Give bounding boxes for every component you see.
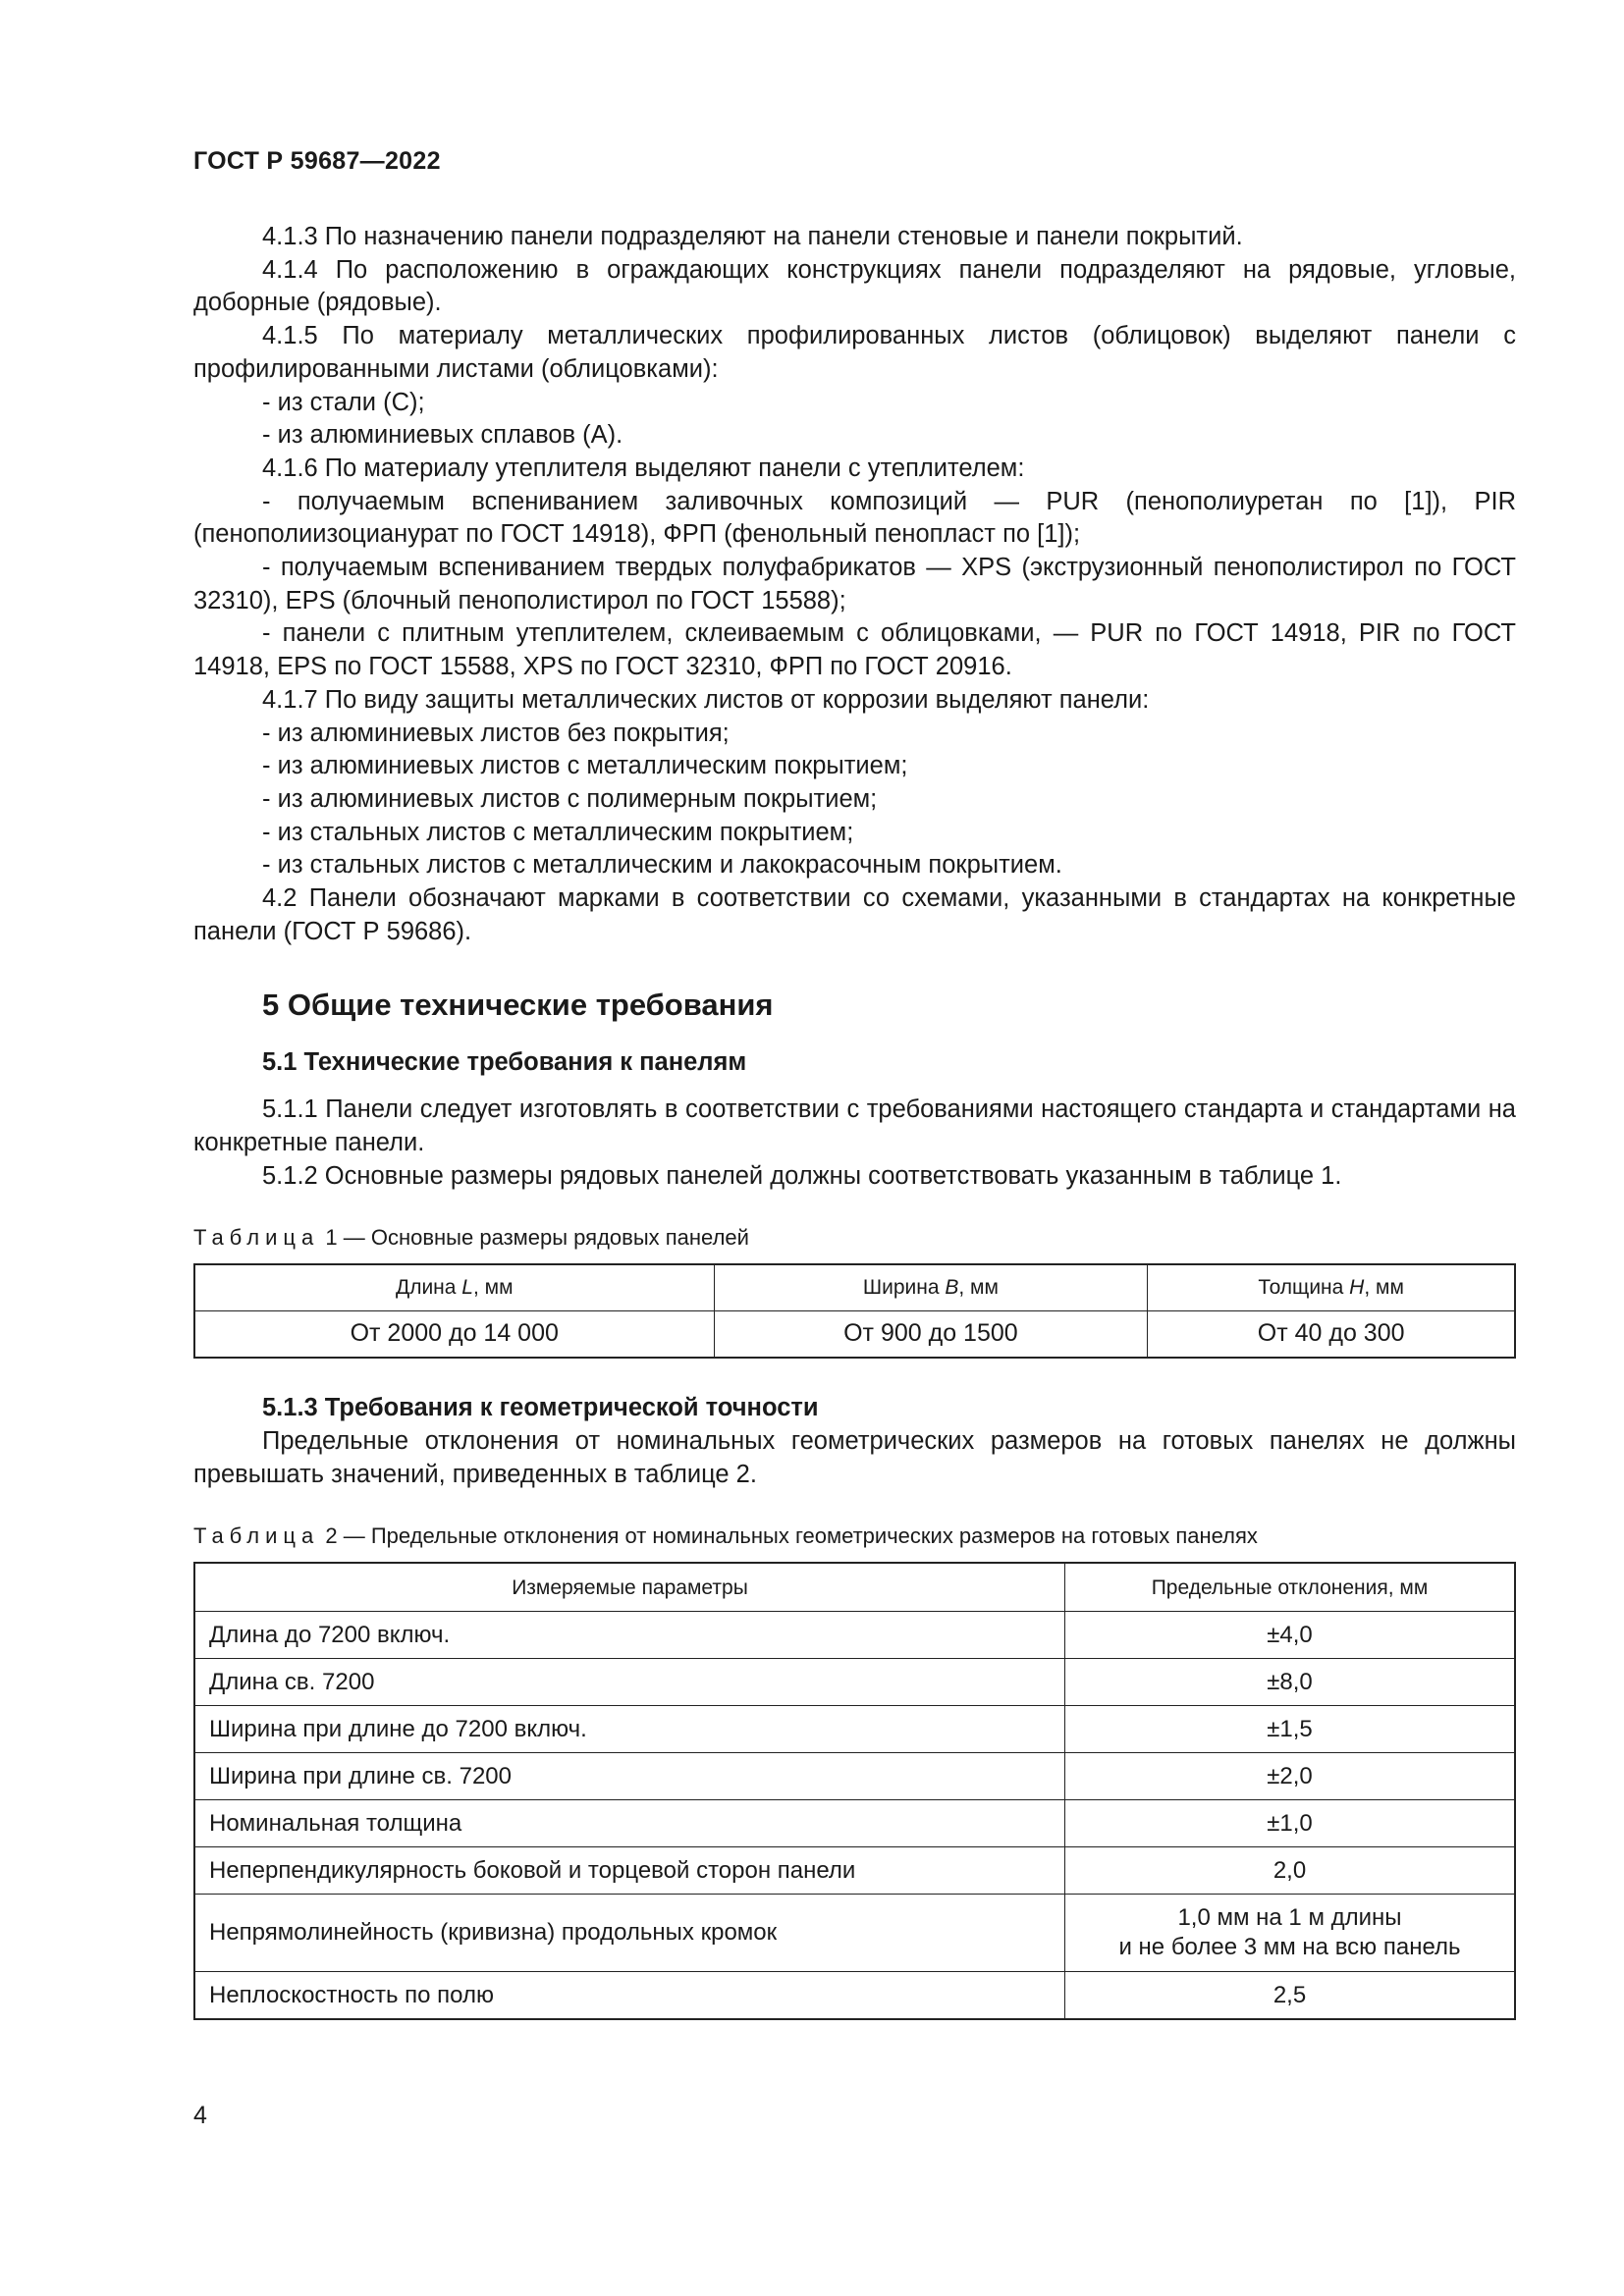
- table-cell-param: Номинальная толщина: [194, 1800, 1065, 1847]
- table-row: [194, 1847, 1515, 1895]
- table-cell-value-line: 1,0 мм на 1 м длины: [1177, 1904, 1402, 1932]
- page-number: 4: [193, 2102, 207, 2129]
- paragraph-4-1-6-b: - получаемым вспениванием твердых полуфабрикатов — XPS (экструзионный пенополистирол по ГОСТ 32310), EPS (блочный пенополистирол по ГОСТ 15588);: [193, 554, 1516, 614]
- table-header-thickness: Толщина H, мм: [1148, 1264, 1515, 1311]
- table-header-parameters: Измеряемые параметры: [194, 1563, 1065, 1612]
- table-1: [193, 1263, 1516, 1359]
- table-cell: От 900 до 1500: [714, 1311, 1148, 1359]
- paragraph-4-1-4: 4.1.4 По расположению в ограждающих конструкциях панели подразделяют на рядовые, угловые, доборные (рядовые).: [193, 255, 1516, 317]
- table-cell: От 2000 до 14 000: [194, 1311, 714, 1359]
- table-header-deviations: Предельные отклонения, мм: [1065, 1563, 1516, 1612]
- table-row: [194, 1706, 1515, 1753]
- table-cell-value: ±8,0: [1065, 1659, 1516, 1706]
- table-cell: От 40 до 300: [1148, 1311, 1515, 1359]
- paragraph-4-2: 4.2 Панели обозначают марками в соответствии со схемами, указанными в стандартах на конкретные панели (ГОСТ Р 59686).: [193, 884, 1516, 945]
- list-item: - из стальных листов с металлическим покрытием;: [262, 818, 854, 846]
- subsection-5-1-3-heading: 5.1.3 Требования к геометрической точности: [262, 1394, 819, 1422]
- document-body: [193, 221, 1516, 2020]
- document-code-header: ГОСТ Р 59687—2022: [193, 147, 441, 175]
- table-header-row: [194, 1563, 1515, 1612]
- list-item: - из алюминиевых листов с металлическим покрытием;: [262, 752, 908, 780]
- table-cell-param: Неплоскостность по полю: [194, 1972, 1065, 2020]
- table-cell-value: ±1,0: [1065, 1800, 1516, 1847]
- table-row: [194, 1612, 1515, 1659]
- table-row: [194, 1659, 1515, 1706]
- table-1-caption: [193, 1224, 1516, 1252]
- table-row: [194, 1753, 1515, 1800]
- table-caption-text: 1 — Основные размеры рядовых панелей: [325, 1225, 749, 1251]
- table-caption-word: Таблица: [193, 1523, 320, 1549]
- paragraph-4-1-6-a: - получаемым вспениванием заливочных композиций — PUR (пенополиуретан по [1]), PIR (пенополиизоцианурат по ГОСТ 14918), ФРП (фенольный пенопласт по [1]);: [193, 487, 1516, 549]
- table-caption-word: Таблица: [193, 1225, 320, 1251]
- list-item: - из алюминиевых сплавов (А).: [262, 421, 623, 450]
- list-item: - из стальных листов с металлическим и лакокрасочным покрытием.: [262, 851, 1062, 880]
- table-cell-param: Непрямолинейность (кривизна) продольных кромок: [194, 1895, 1065, 1972]
- table-cell-param: Длина до 7200 включ.: [194, 1612, 1065, 1659]
- table-cell-param: Неперпендикулярность боковой и торцевой сторон панели: [194, 1847, 1065, 1895]
- table-2: [193, 1562, 1516, 2020]
- table-header-width: Ширина B, мм: [714, 1264, 1148, 1311]
- table-cell-value-line: и не более 3 мм на всю панель: [1118, 1934, 1461, 1961]
- subsection-5-1-heading: 5.1 Технические требования к панелям: [262, 1048, 747, 1077]
- list-item: - из алюминиевых листов с полимерным покрытием;: [262, 784, 878, 813]
- table-cell-value: ±4,0: [1065, 1612, 1516, 1659]
- paragraph-4-1-6-c: - панели с плитным утеплителем, склеиваемым с облицовками, — PUR по ГОСТ 14918, PIR по ГОСТ 14918, EPS по ГОСТ 15588, XPS по ГОСТ 32310, ФРП по ГОСТ 20916.: [193, 619, 1516, 681]
- table-cell-value: ±2,0: [1065, 1753, 1516, 1800]
- paragraph-4-1-3: 4.1.3 По назначению панели подразделяют на панели стеновые и панели покрытий.: [262, 223, 1243, 250]
- table-cell-value: 2,0: [1065, 1847, 1516, 1895]
- table-row: [194, 1800, 1515, 1847]
- table-cell-value: [1065, 1895, 1516, 1972]
- table-header-length: Длина L, мм: [194, 1264, 714, 1311]
- table-header-row: [194, 1264, 1515, 1311]
- paragraph-5-1-2: 5.1.2 Основные размеры рядовых панелей должны соответствовать указанным в таблице 1.: [262, 1161, 1342, 1190]
- section-5-heading: 5 Общие технические требования: [262, 988, 774, 1023]
- paragraph-4-1-5: 4.1.5 По материалу металлических профилированных листов (облицовок) выделяют панели с профилированными листами (облицовками):: [193, 322, 1516, 383]
- table-cell-param: Длина св. 7200: [194, 1659, 1065, 1706]
- table-cell-param: Ширина при длине до 7200 включ.: [194, 1706, 1065, 1753]
- table-cell-value: 2,5: [1065, 1972, 1516, 2020]
- list-item: - из алюминиевых листов без покрытия;: [262, 719, 730, 747]
- table-row: [194, 1895, 1515, 1972]
- paragraph-4-1-6: 4.1.6 По материалу утеплителя выделяют панели с утеплителем:: [262, 454, 1025, 482]
- table-row: [194, 1972, 1515, 2020]
- table-cell-value: ±1,5: [1065, 1706, 1516, 1753]
- list-item: - из стали (С);: [262, 388, 425, 416]
- table-2-caption: [193, 1522, 1516, 1550]
- paragraph-5-1-3: Предельные отклонения от номинальных геометрических размеров на готовых панелях не должны превышать значений, приведенных в таблице 2.: [193, 1426, 1516, 1488]
- table-caption-text: 2 — Предельные отклонения от номинальных геометрических размеров на готовых панелях: [325, 1523, 1258, 1549]
- table-row: [194, 1311, 1515, 1359]
- table-cell-param: Ширина при длине св. 7200: [194, 1753, 1065, 1800]
- paragraph-5-1-1: 5.1.1 Панели следует изготовлять в соответствии с требованиями настоящего стандарта и стандартами на конкретные панели.: [193, 1095, 1516, 1156]
- paragraph-4-1-7: 4.1.7 По виду защиты металлических листов от коррозии выделяют панели:: [262, 685, 1150, 714]
